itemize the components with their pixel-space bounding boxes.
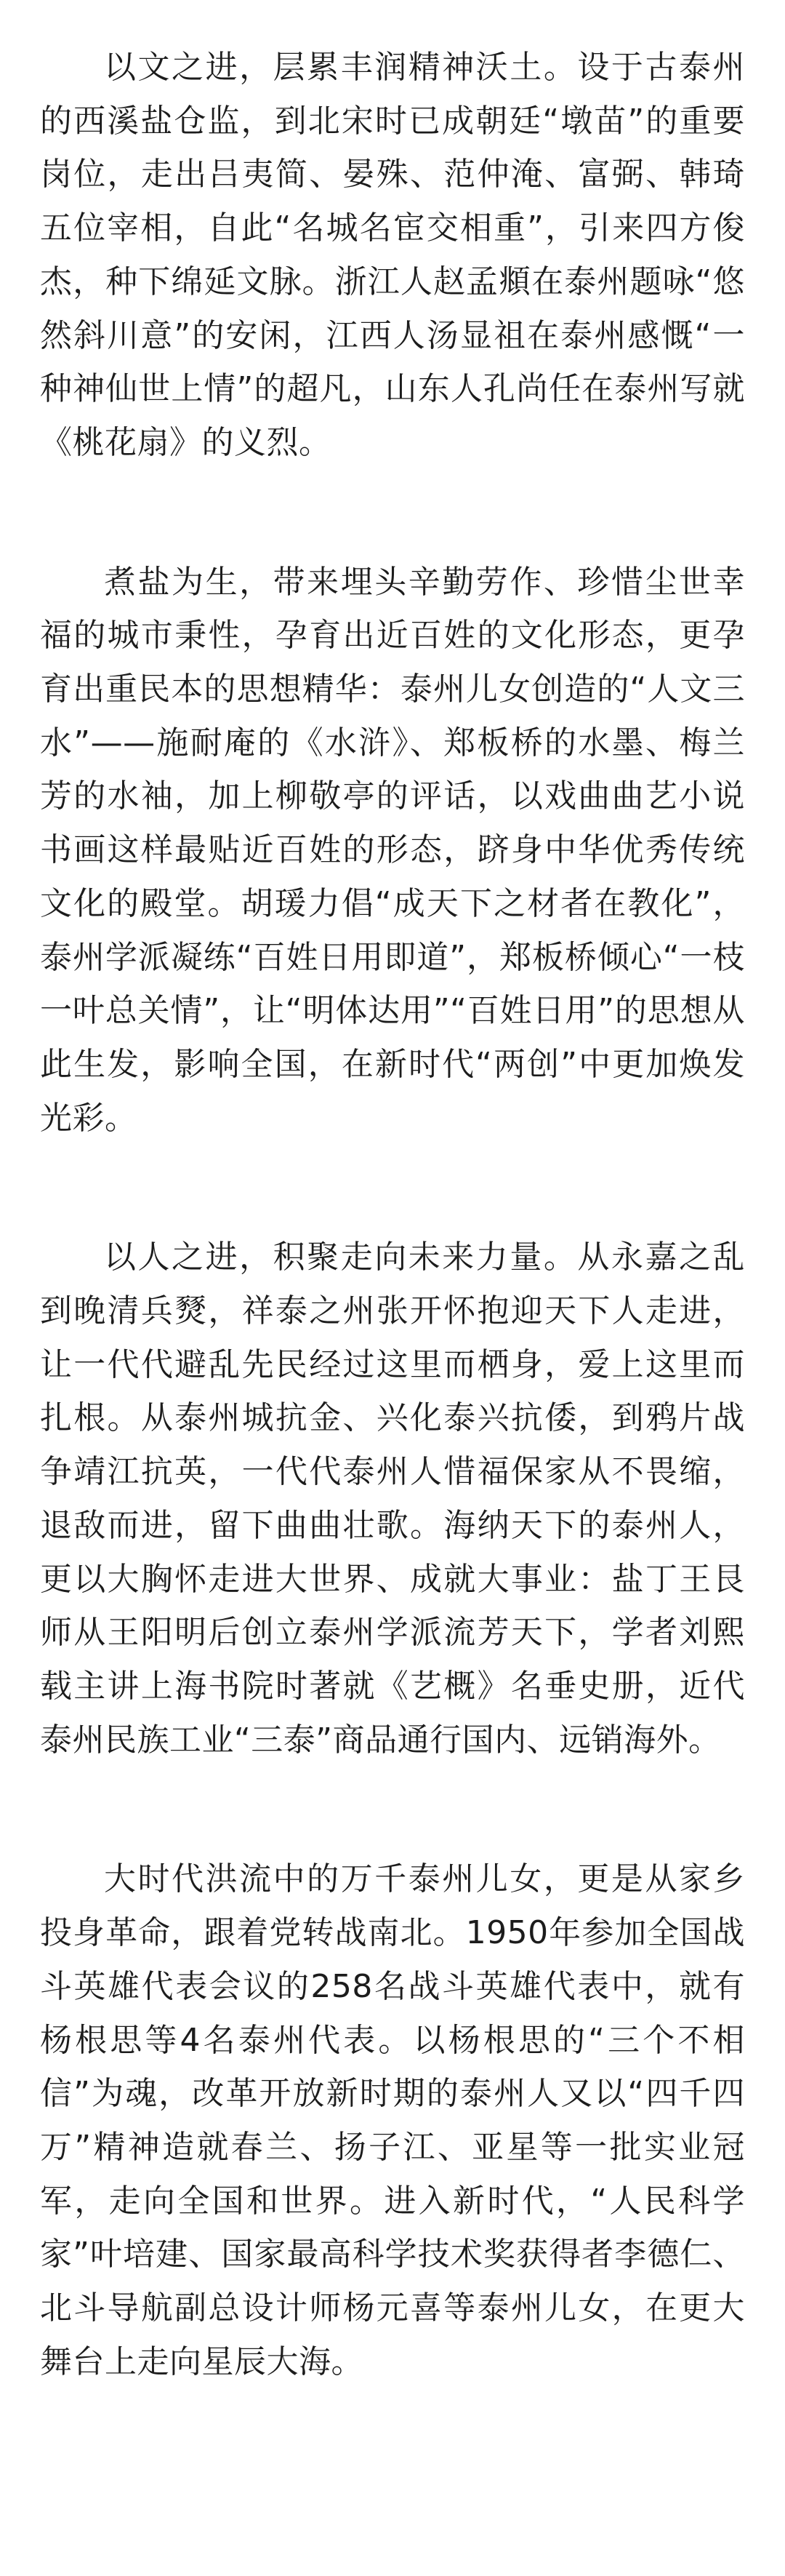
paragraph-new-era: 大时代洪流中的万千泰州儿女，更是从家乡投身革命，跟着党转战南北。1950年参加全国战斗英雄代表会议的258名战斗英雄代表中，就有杨根思等4名泰州代表。以杨根思的“三个不相信”为魂，改革开放新时期的泰州人又以“四千四万”精神造就春兰、扬子江、亚星等一批实业冠军，走向全国和世界。进入新时代，“人民科学家”叶培建、国家最高科学技术奖获得者李德仁、北斗导航副总设计师杨元喜等泰州儿女，在更大舞台上走向星辰大海。 — [40, 1860, 745, 2380]
paragraph-culture: 以文之进，层累丰润精神沃土。设于古泰州的西溪盐仓监，到北宋时已成朝廷“墩苗”的重要岗位，走出吕夷简、晏殊、范仲淹、富弼、韩琦五位宰相，自此“名城名宦交相重”，引来四方俊杰，种下绵延文脉。浙江人赵孟頫在泰州题咏“悠然斜川意”的安闲，江西人汤显祖在泰州感慨“一种神仙世上情”的超凡，山东人孔尚任在泰州写就《桃花扇》的义烈。 — [40, 49, 745, 461]
paragraph-people: 以人之进，积聚走向未来力量。从永嘉之乱到晚清兵燹，祥泰之州张开怀抱迎天下人走进，让一代代避乱先民经过这里而栖身，爱上这里而扎根。从泰州城抗金、兴化泰兴抗倭，到鸦片战争靖江抗英，一代代泰州人惜福保家从不畏缩，退敌而进，留下曲曲壮歌。海纳天下的泰州人，更以大胸怀走进大世界、成就大事业：盐丁王艮师从王阳明后创立泰州学派流芳天下，学者刘熙载主讲上海书院时著就《艺概》名垂史册，近代泰州民族工业“三泰”商品通行国内、远销海外。 — [40, 1239, 745, 1759]
paragraph-salt-livelihood: 煮盐为生，带来埋头辛勤劳作、珍惜尘世幸福的城市秉性，孕育出近百姓的文化形态，更孕育出重民本的思想精华：泰州儿女创造的“人文三水”——施耐庵的《水浒》、郑板桥的水墨、梅兰芳的水袖，加上柳敬亭的评话，以戏曲曲艺小说书画这样最贴近百姓的形态，跻身中华优秀传统文化的殿堂。胡瑗力倡“成天下之材者在教化”，泰州学派凝练“百姓日用即道”，郑板桥倾心“一枝一叶总关情”，让“明体达用”“百姓日用”的思想从此生发，影响全国，在新时代“两创”中更加焕发光彩。 — [40, 563, 745, 1137]
